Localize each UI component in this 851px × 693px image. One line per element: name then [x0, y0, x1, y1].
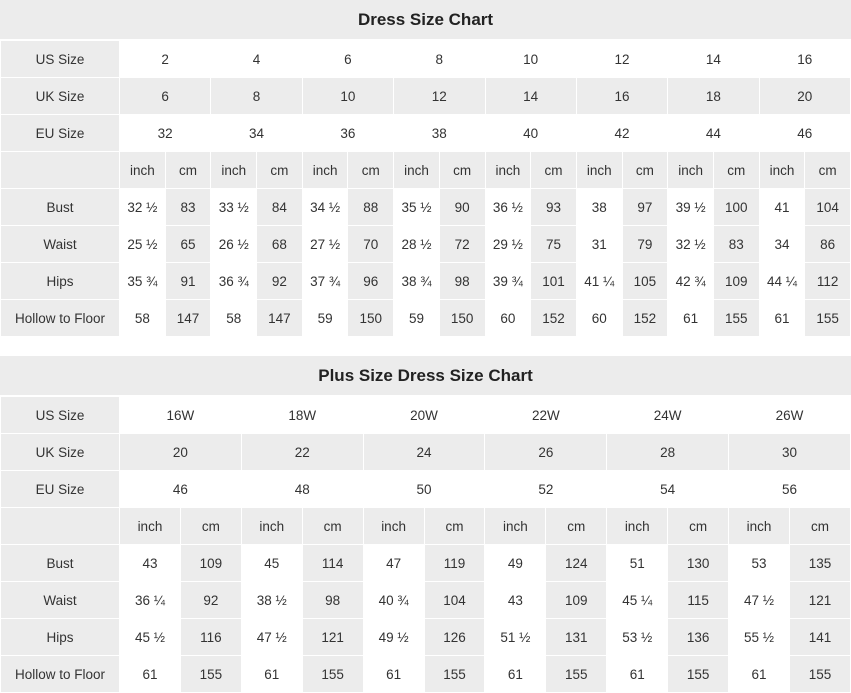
table-cell: 155: [789, 656, 850, 693]
table-cell: 20W: [363, 397, 485, 434]
unit-cell: cm: [546, 508, 607, 545]
table-cell: 100: [713, 189, 759, 226]
table-cell: 155: [713, 300, 759, 337]
table-cell: 105: [622, 263, 668, 300]
table-cell: 59: [394, 300, 440, 337]
table-cell: 42: [576, 115, 667, 152]
table-cell: 53 ½: [607, 619, 668, 656]
table-cell: 155: [302, 656, 363, 693]
table-row: [1, 397, 851, 434]
table-cell: 16W: [120, 397, 242, 434]
table-cell: 45: [241, 545, 302, 582]
table-cell: 20: [120, 434, 242, 471]
table-cell: 60: [485, 300, 531, 337]
table-cell: 155: [805, 300, 851, 337]
table-cell: 98: [302, 582, 363, 619]
table-cell: 39 ½: [668, 189, 714, 226]
unit-cell: cm: [424, 508, 485, 545]
row-label-us-size: US Size: [1, 397, 120, 434]
table-cell: 33 ½: [211, 189, 257, 226]
unit-cell: inch: [120, 152, 166, 189]
table-cell: 90: [439, 189, 485, 226]
table-cell: 35 ½: [394, 189, 440, 226]
table-cell: 16: [759, 41, 850, 78]
unit-cell: cm: [713, 152, 759, 189]
table-cell: 8: [211, 78, 302, 115]
table-cell: 47 ½: [729, 582, 790, 619]
table-cell: 112: [805, 263, 851, 300]
table-cell: 44 ¼: [759, 263, 805, 300]
unit-cell: cm: [789, 508, 850, 545]
table-cell: 10: [302, 78, 393, 115]
unit-cell: inch: [211, 152, 257, 189]
table-cell: 18W: [241, 397, 363, 434]
unit-cell: cm: [165, 152, 211, 189]
table-cell: 38: [394, 115, 485, 152]
table-cell: 152: [622, 300, 668, 337]
table-cell: 131: [546, 619, 607, 656]
table-row: [1, 115, 851, 152]
table-row: [1, 78, 851, 115]
table-cell: 40 ¾: [363, 582, 424, 619]
table-cell: 51 ½: [485, 619, 546, 656]
table-cell: 61: [363, 656, 424, 693]
table-cell: 47: [363, 545, 424, 582]
unit-cell: cm: [622, 152, 668, 189]
table-cell: 39 ¾: [485, 263, 531, 300]
table-cell: 28 ½: [394, 226, 440, 263]
size-table-plus: [0, 396, 851, 693]
table-cell: 32 ½: [668, 226, 714, 263]
unit-cell: inch: [394, 152, 440, 189]
table-cell: 141: [789, 619, 850, 656]
row-label-empty: [1, 508, 120, 545]
table-cell: 101: [531, 263, 577, 300]
section-divider: [0, 337, 851, 356]
table-cell: 59: [302, 300, 348, 337]
table-row-units: [1, 508, 851, 545]
table-cell: 43: [485, 582, 546, 619]
table-cell: 96: [348, 263, 394, 300]
page-title: Dress Size Chart: [0, 0, 851, 40]
table-cell: 119: [424, 545, 485, 582]
table-cell: 61: [120, 656, 181, 693]
unit-cell: inch: [759, 152, 805, 189]
table-cell: 58: [120, 300, 166, 337]
table-cell: 45 ½: [120, 619, 181, 656]
table-cell: 4: [211, 41, 302, 78]
table-cell: 155: [668, 656, 729, 693]
table-cell: 130: [668, 545, 729, 582]
row-label-bust: Bust: [1, 189, 120, 226]
table-row: [1, 434, 851, 471]
row-label-waist: Waist: [1, 226, 120, 263]
table-cell: 150: [348, 300, 394, 337]
unit-cell: inch: [668, 152, 714, 189]
row-label-bust: Bust: [1, 545, 120, 582]
unit-cell: inch: [120, 508, 181, 545]
table-cell: 41: [759, 189, 805, 226]
table-cell: 35 ¾: [120, 263, 166, 300]
table-cell: 61: [485, 656, 546, 693]
table-cell: 72: [439, 226, 485, 263]
table-cell: 50: [363, 471, 485, 508]
table-cell: 150: [439, 300, 485, 337]
table-cell: 147: [165, 300, 211, 337]
table-cell: 41 ¼: [576, 263, 622, 300]
table-cell: 61: [241, 656, 302, 693]
unit-cell: cm: [668, 508, 729, 545]
table-cell: 36 ½: [485, 189, 531, 226]
table-row: [1, 41, 851, 78]
table-cell: 45 ¼: [607, 582, 668, 619]
table-cell: 51: [607, 545, 668, 582]
table-cell: 61: [668, 300, 714, 337]
table-row: [1, 300, 851, 337]
table-cell: 121: [302, 619, 363, 656]
table-row: [1, 582, 851, 619]
table-cell: 40: [485, 115, 576, 152]
table-cell: 79: [622, 226, 668, 263]
table-cell: 104: [424, 582, 485, 619]
table-cell: 26 ½: [211, 226, 257, 263]
table-cell: 155: [546, 656, 607, 693]
unit-cell: inch: [302, 152, 348, 189]
row-label-empty: [1, 152, 120, 189]
row-label-us-size: US Size: [1, 41, 120, 78]
table-cell: 54: [607, 471, 729, 508]
table-cell: 37 ¾: [302, 263, 348, 300]
table-cell: 75: [531, 226, 577, 263]
plus-size-dress-size-chart: [0, 356, 851, 693]
table-cell: 29 ½: [485, 226, 531, 263]
table-cell: 38: [576, 189, 622, 226]
table-cell: 65: [165, 226, 211, 263]
unit-cell: inch: [607, 508, 668, 545]
unit-cell: inch: [241, 508, 302, 545]
table-cell: 55 ½: [729, 619, 790, 656]
table-cell: 61: [607, 656, 668, 693]
table-cell: 121: [789, 582, 850, 619]
row-label-hollow-to-floor: Hollow to Floor: [1, 300, 120, 337]
row-label-hips: Hips: [1, 619, 120, 656]
table-cell: 93: [531, 189, 577, 226]
table-cell: 147: [257, 300, 303, 337]
table-cell: 135: [789, 545, 850, 582]
table-cell: 92: [257, 263, 303, 300]
table-cell: 60: [576, 300, 622, 337]
table-cell: 44: [668, 115, 759, 152]
table-cell: 36: [302, 115, 393, 152]
table-cell: 31: [576, 226, 622, 263]
table-cell: 116: [180, 619, 241, 656]
table-cell: 10: [485, 41, 576, 78]
table-cell: 91: [165, 263, 211, 300]
table-cell: 28: [607, 434, 729, 471]
table-cell: 6: [120, 78, 211, 115]
table-cell: 115: [668, 582, 729, 619]
table-row: [1, 263, 851, 300]
table-row: [1, 471, 851, 508]
table-cell: 46: [759, 115, 850, 152]
table-cell: 86: [805, 226, 851, 263]
table-cell: 155: [424, 656, 485, 693]
table-cell: 58: [211, 300, 257, 337]
table-cell: 83: [165, 189, 211, 226]
unit-cell: inch: [576, 152, 622, 189]
unit-cell: cm: [531, 152, 577, 189]
table-row-units: [1, 152, 851, 189]
table-cell: 26: [485, 434, 607, 471]
table-cell: 42 ¾: [668, 263, 714, 300]
table-cell: 32: [120, 115, 211, 152]
table-cell: 30: [729, 434, 851, 471]
row-label-uk-size: UK Size: [1, 434, 120, 471]
unit-cell: cm: [302, 508, 363, 545]
table-cell: 56: [729, 471, 851, 508]
table-row: [1, 656, 851, 693]
table-cell: 83: [713, 226, 759, 263]
table-cell: 36 ¼: [120, 582, 181, 619]
table-cell: 124: [546, 545, 607, 582]
unit-cell: cm: [805, 152, 851, 189]
row-label-waist: Waist: [1, 582, 120, 619]
table-cell: 46: [120, 471, 242, 508]
table-cell: 34: [759, 226, 805, 263]
row-label-eu-size: EU Size: [1, 115, 120, 152]
table-cell: 38 ½: [241, 582, 302, 619]
table-cell: 61: [759, 300, 805, 337]
table-cell: 20: [759, 78, 850, 115]
unit-cell: cm: [439, 152, 485, 189]
row-label-hollow-to-floor: Hollow to Floor: [1, 656, 120, 693]
row-label-hips: Hips: [1, 263, 120, 300]
table-cell: 136: [668, 619, 729, 656]
table-cell: 48: [241, 471, 363, 508]
table-cell: 97: [622, 189, 668, 226]
unit-cell: cm: [180, 508, 241, 545]
table-cell: 155: [180, 656, 241, 693]
table-cell: 98: [439, 263, 485, 300]
table-cell: 25 ½: [120, 226, 166, 263]
table-cell: 104: [805, 189, 851, 226]
table-cell: 34 ½: [302, 189, 348, 226]
table-cell: 38 ¾: [394, 263, 440, 300]
unit-cell: inch: [729, 508, 790, 545]
table-cell: 152: [531, 300, 577, 337]
table-cell: 14: [668, 41, 759, 78]
unit-cell: inch: [485, 508, 546, 545]
table-cell: 109: [546, 582, 607, 619]
row-label-eu-size: EU Size: [1, 471, 120, 508]
table-cell: 34: [211, 115, 302, 152]
table-cell: 8: [394, 41, 485, 78]
table-cell: 109: [180, 545, 241, 582]
table-cell: 22W: [485, 397, 607, 434]
row-label-uk-size: UK Size: [1, 78, 120, 115]
table-cell: 88: [348, 189, 394, 226]
table-cell: 61: [729, 656, 790, 693]
table-cell: 18: [668, 78, 759, 115]
table-cell: 126: [424, 619, 485, 656]
plus-size-title: Plus Size Dress Size Chart: [0, 356, 851, 396]
unit-cell: cm: [257, 152, 303, 189]
table-cell: 92: [180, 582, 241, 619]
table-cell: 49 ½: [363, 619, 424, 656]
table-cell: 43: [120, 545, 181, 582]
size-table-standard: [0, 40, 851, 337]
table-cell: 53: [729, 545, 790, 582]
unit-cell: inch: [485, 152, 531, 189]
table-cell: 24W: [607, 397, 729, 434]
table-cell: 49: [485, 545, 546, 582]
table-cell: 52: [485, 471, 607, 508]
table-cell: 26W: [729, 397, 851, 434]
table-row: [1, 619, 851, 656]
table-cell: 70: [348, 226, 394, 263]
table-row: [1, 545, 851, 582]
table-cell: 36 ¾: [211, 263, 257, 300]
table-cell: 68: [257, 226, 303, 263]
table-cell: 27 ½: [302, 226, 348, 263]
table-cell: 24: [363, 434, 485, 471]
table-row: [1, 189, 851, 226]
table-cell: 109: [713, 263, 759, 300]
table-cell: 12: [394, 78, 485, 115]
table-cell: 32 ½: [120, 189, 166, 226]
table-cell: 14: [485, 78, 576, 115]
dress-size-chart: [0, 0, 851, 337]
table-cell: 114: [302, 545, 363, 582]
unit-cell: cm: [348, 152, 394, 189]
table-row: [1, 226, 851, 263]
unit-cell: inch: [363, 508, 424, 545]
table-cell: 2: [120, 41, 211, 78]
table-cell: 12: [576, 41, 667, 78]
table-cell: 6: [302, 41, 393, 78]
table-cell: 47 ½: [241, 619, 302, 656]
table-cell: 22: [241, 434, 363, 471]
table-cell: 84: [257, 189, 303, 226]
table-cell: 16: [576, 78, 667, 115]
